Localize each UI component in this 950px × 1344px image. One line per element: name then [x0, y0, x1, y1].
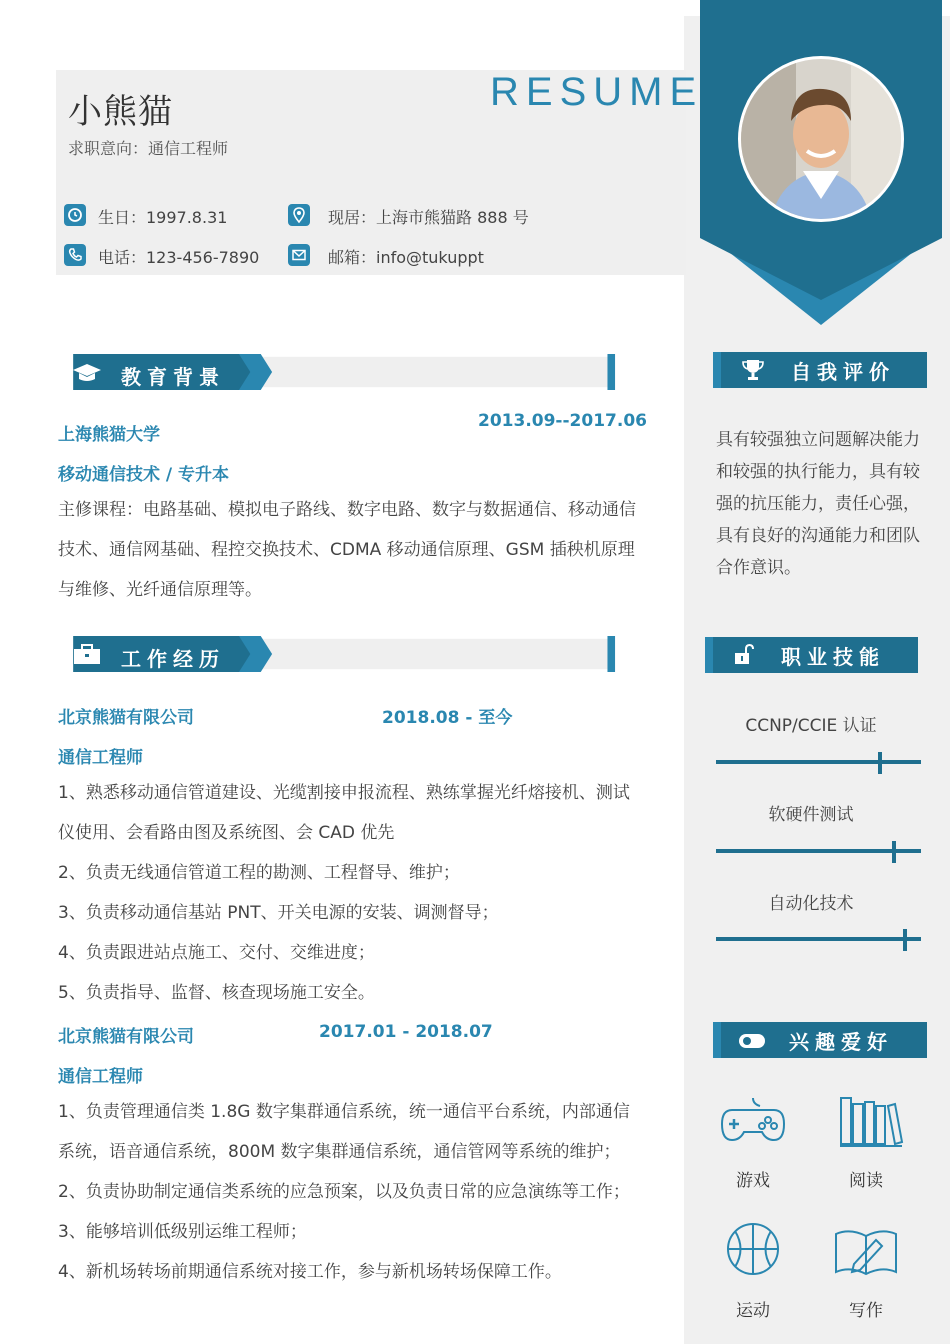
self-eval-text: 具有较强独立问题解决能力和较强的执行能力，具有较强的抗压能力，责任心强，具有良好的沟通能力和团队合作意识。: [716, 430, 920, 578]
job-intent: 求职意向：通信工程师: [68, 139, 229, 158]
job1-period: 2018.08 - 至今: [382, 708, 513, 728]
books-icon: [838, 1094, 904, 1152]
job1-role: 通信工程师: [58, 748, 143, 768]
skills-title: 职业技能: [781, 645, 885, 669]
trophy-icon: [741, 359, 765, 385]
gamepad-icon: [720, 1094, 786, 1150]
job1-company: 北京熊猫有限公司: [58, 708, 194, 728]
major: 移动通信技术 / 专升本: [58, 465, 230, 485]
resume-title: RESUME: [490, 70, 704, 114]
graduation-cap-icon: [72, 362, 102, 388]
school-name: 上海熊猫大学: [58, 425, 160, 445]
envelope-icon: [288, 244, 310, 266]
education-period: 2013.09--2017.06: [478, 411, 647, 431]
work-title: 工作经历: [121, 647, 225, 671]
job2-role: 通信工程师: [58, 1067, 143, 1087]
list-item: 3、负责移动通信基站 PNT、开关电源的安装、调测督导；: [58, 903, 499, 923]
candidate-name: 小熊猫: [68, 92, 173, 132]
skill-bar: [716, 849, 921, 853]
basketball-icon: [724, 1220, 782, 1282]
job2-period: 2017.01 - 2018.07: [319, 1022, 493, 1042]
clock-icon: [64, 204, 86, 226]
hobby-label: 游戏: [736, 1171, 770, 1191]
list-item: 4、负责跟进站点施工、交付、交维进度；: [58, 943, 375, 963]
list-item: 5、负责指导、监督、核查现场施工安全。: [58, 983, 375, 1003]
profile-photo: [738, 56, 904, 222]
list-item: 4、新机场转场前期通信系统对接工作，参与新机场转场保障工作。: [58, 1262, 562, 1282]
email-text: 邮箱：info@tukuppt: [328, 248, 484, 267]
skill-bar: [716, 937, 921, 941]
list-item: 1、熟悉移动通信管道建设、光缆割接申报流程、熟练掌握光纤熔接机、测试仪使用、会看路由图及系统图、会 CAD 优先: [58, 783, 630, 843]
skill-level-marker: [903, 929, 907, 951]
list-item: 2、负责协助制定通信类系统的应急预案，以及负责日常的应急演练等工作；: [58, 1182, 630, 1202]
job2-duties: [58, 1092, 644, 1292]
education-title: 教育背景: [121, 365, 225, 389]
briefcase-icon: [73, 644, 101, 670]
phone-icon: [64, 244, 86, 266]
location-pin-icon: [288, 204, 310, 226]
notebook-pen-icon: [832, 1224, 900, 1284]
list-item: 1、负责管理通信类 1.8G 数字集群通信系统，统一通信平台系统，内部通信系统，语音通信系统，800M 数字集群通信系统，通信管网等系统的维护；: [58, 1102, 630, 1162]
skill-level-marker: [892, 841, 896, 863]
hobby-label: 写作: [849, 1301, 883, 1321]
hobbies-header: [713, 1022, 927, 1058]
skill-bar: [716, 760, 921, 764]
courses-text: 主修课程：电路基础、模拟电子路线、数字电路、数字与数据通信、移动通信技术、通信网基础、程控交换技术、CDMA 移动通信原理、GSM 插秧机原理与维修、光纤通信原理等。: [58, 500, 636, 600]
birthday-text: 生日：1997.8.31: [98, 208, 228, 227]
skill-level-marker: [878, 752, 882, 774]
job2-company: 北京熊猫有限公司: [58, 1027, 194, 1047]
list-item: 2、负责无线通信管道工程的勘测、工程督导、维护；: [58, 863, 460, 883]
toggle-icon: [739, 1033, 765, 1052]
unlock-icon: [733, 644, 755, 670]
hobby-label: 运动: [736, 1301, 770, 1321]
skill-name: 软硬件测试: [768, 805, 854, 825]
skill-name: CCNP/CCIE 认证: [745, 716, 877, 736]
phone-text: 电话：123-456-7890: [98, 248, 260, 267]
skill-name: 自动化技术: [768, 894, 854, 914]
self-eval-title: 自我评价: [791, 360, 895, 384]
job1-duties: [58, 773, 644, 1013]
self-eval-header: [713, 352, 927, 388]
hobbies-title: 兴趣爱好: [789, 1030, 893, 1054]
list-item: 3、能够培训低级别运维工程师；: [58, 1222, 307, 1242]
hobby-label: 阅读: [849, 1171, 883, 1191]
address-text: 现居：上海市熊猫路 888 号: [328, 208, 529, 227]
skills-header: [705, 637, 918, 673]
